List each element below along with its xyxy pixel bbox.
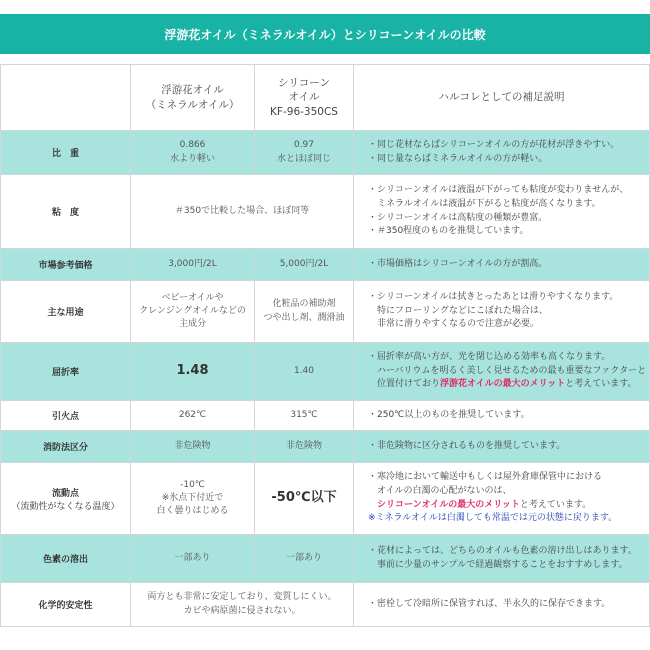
header-silicone-line2: オイル xyxy=(288,91,320,104)
note-line: 特にフローリングなどにこぼれた場合は、 xyxy=(368,305,548,316)
silicone-specific-gravity xyxy=(255,131,354,175)
note-line: ・＃350程度のものを推奨しています。 xyxy=(368,226,529,237)
header-silicone-line1: シリコーン xyxy=(277,77,331,90)
note-fire-law: ・非危険物に区分されるものを推奨しています。 xyxy=(354,431,650,463)
note-line: オイルの白濁の心配がないのは、 xyxy=(368,485,512,496)
value: ベビーオイルや xyxy=(161,292,224,303)
note-flash-point: ・250℃以上のものを推奨しています。 xyxy=(354,401,650,431)
note-line xyxy=(368,499,649,513)
header-silicone-oil xyxy=(255,65,354,131)
value: 水より軽い xyxy=(169,153,215,164)
silicone-refraction: 1.40 xyxy=(255,343,354,401)
silicone-fire-law: 非危険物 xyxy=(255,431,354,463)
table-row xyxy=(1,583,650,627)
silicone-price: 5,000円/2L xyxy=(255,249,354,281)
label-line: （流動性がなくなる温度） xyxy=(11,501,120,512)
silicone-color: 一部あり xyxy=(255,535,354,583)
note-stability: ・密栓して冷暗所に保管すれば、半永久的に保存できます。 xyxy=(354,583,650,627)
value: -10℃ xyxy=(180,479,205,490)
row-label-specific-gravity: 比 重 xyxy=(1,131,131,175)
mineral-pour-point xyxy=(131,463,255,535)
value: クレンジングオイルなどの xyxy=(139,305,246,316)
mineral-usage xyxy=(131,281,255,343)
row-label-refraction: 屈折率 xyxy=(1,343,131,401)
note-line: ・シリコーンオイルは高粘度の種類が豊富。 xyxy=(368,212,548,223)
silicone-pour-point: -50℃以下 xyxy=(255,463,354,535)
note-text: と考えています。 xyxy=(519,499,592,510)
note-viscosity xyxy=(354,175,650,249)
mineral-refraction: 1.48 xyxy=(131,343,255,401)
silicone-usage xyxy=(255,281,354,343)
row-label-flash-point: 引火点 xyxy=(1,401,131,431)
note-line: ・シリコーンオイルは拭きとったあとは滑りやすくなります。 xyxy=(368,291,619,302)
note-line: ・寒冷地において輸送中もしくは屋外倉庫保管中における xyxy=(368,471,603,482)
note-text xyxy=(368,500,377,510)
note-line: ・同じ花材ならばシリコーンオイルの方が花材が浮きやすい。 xyxy=(368,139,620,150)
value: 化粧品の補助剤 xyxy=(272,299,336,310)
note-line: ミネラルオイルは液温が下がると粘度が高くなります。 xyxy=(368,198,601,209)
note-line: ・屈折率が高い方が、光を閉じ込める効率も高くなります。 xyxy=(368,351,611,362)
mineral-price: 3,000円/2L xyxy=(131,249,255,281)
note-line: 事前に少量のサンプルで経過観察することをおすすめします。 xyxy=(368,559,628,570)
row-label-fire-law: 消防法区分 xyxy=(1,431,131,463)
table-row xyxy=(1,463,650,535)
value: 0.866 xyxy=(179,140,206,151)
note-text: と考えています。 xyxy=(565,379,637,390)
page-title: 浮游花オイル（ミネラルオイル）とシリコーンオイルの比較 xyxy=(0,14,650,54)
mineral-specific-gravity xyxy=(131,131,255,175)
header-empty-cell xyxy=(1,65,131,131)
value: 主成分 xyxy=(178,319,206,330)
table-row xyxy=(1,249,650,281)
note-line: ・シリコーンオイルは液温が下がっても粘度が変わりませんが、 xyxy=(368,184,629,195)
note-price: ・市場価格はシリコーンオイルの方が割高。 xyxy=(354,249,650,281)
value: 白く曇りはじめる xyxy=(156,506,229,517)
value: カビや病原菌に侵されない。 xyxy=(183,605,301,616)
note-specific-gravity xyxy=(354,131,650,175)
row-label-price: 市場参考価格 xyxy=(1,249,131,281)
header-silicone-line3: KF-96-350CS xyxy=(270,105,338,118)
value: ※氷点下付近で xyxy=(161,492,224,503)
row-label-color: 色素の溶出 xyxy=(1,535,131,583)
mineral-color: 一部あり xyxy=(131,535,255,583)
value: つや出し剤、潤滑油 xyxy=(263,312,345,323)
value: 水とほぼ同じ xyxy=(276,153,331,164)
note-line-blue: ※ミネラルオイルは白濁しても常温では元の状態に戻ります。 xyxy=(368,513,618,524)
table-row xyxy=(1,535,650,583)
mineral-fire-law: 非危険物 xyxy=(131,431,255,463)
note-text: 位置付けており xyxy=(368,379,441,390)
mineral-flash-point: 262℃ xyxy=(131,401,255,431)
note-color xyxy=(354,535,650,583)
value: 0.97 xyxy=(293,140,315,151)
note-line xyxy=(368,378,649,392)
note-line: ・花材によっては、どちらのオイルも色素の溶け出しはあります。 xyxy=(368,545,637,556)
note-refraction xyxy=(354,343,650,401)
table-row xyxy=(1,343,650,401)
value: 両方とも非常に安定しており、変質しにくい。 xyxy=(147,592,337,602)
header-mineral-line2: （ミネラルオイル） xyxy=(145,98,240,111)
note-line: 非常に滑りやすくなるので注意が必要。 xyxy=(368,319,540,330)
row-label-viscosity: 粘 度 xyxy=(1,175,131,249)
note-line: ・同じ量ならばミネラルオイルの方が軽い。 xyxy=(368,153,548,164)
header-mineral-line1: 浮游花オイル xyxy=(161,84,224,97)
header-mineral-oil xyxy=(131,65,255,131)
note-usage xyxy=(354,281,650,343)
row-label-usage: 主な用途 xyxy=(1,281,131,343)
table-row xyxy=(1,131,650,175)
note-line: ハーバリウムを明るく美しく見せるための最も重要なファクターと xyxy=(368,365,647,376)
note-pour-point xyxy=(354,463,650,535)
comparison-table xyxy=(0,64,650,627)
table-row xyxy=(1,175,650,249)
table-row xyxy=(1,431,650,463)
row-label-stability: 化学的安定性 xyxy=(1,583,131,627)
label-line: 流動点 xyxy=(51,488,79,499)
highlight-text: シリコーンオイルの最大のメリット xyxy=(377,499,520,510)
silicone-flash-point: 315℃ xyxy=(255,401,354,431)
header-note: ハルコレとしての補足説明 xyxy=(354,65,650,131)
highlight-text: 浮游花オイルの最大のメリット xyxy=(440,379,566,390)
row-label-pour-point xyxy=(1,463,131,535)
table-row xyxy=(1,401,650,431)
stability-merged-value xyxy=(131,583,354,627)
viscosity-merged-value: ＃350で比較した場合、ほぼ同等 xyxy=(131,175,354,249)
table-header-row xyxy=(1,65,650,131)
table-row xyxy=(1,281,650,343)
